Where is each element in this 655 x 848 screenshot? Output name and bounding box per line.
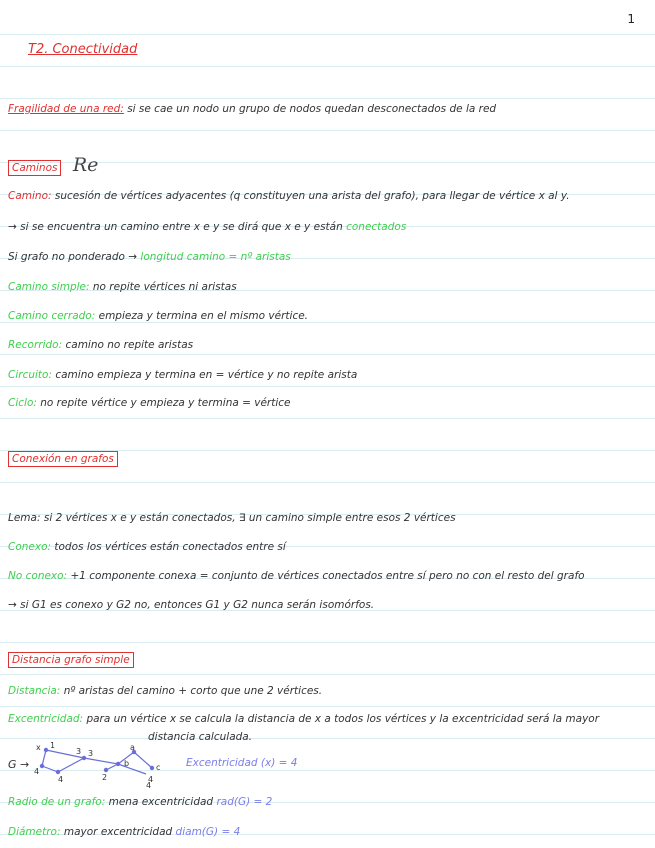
ciclo-text: no repite vértice y empieza y termina = vértice — [40, 397, 291, 409]
no-conexo-line — [8, 570, 585, 582]
fragilidad-text: si se cae un nodo un grupo de nodos quedan desconectados de la red — [127, 103, 497, 115]
cerrado-text: empieza y termina en el mismo vértice. — [98, 310, 309, 322]
distance-label: 2 — [102, 773, 108, 782]
distance-label: 4 — [146, 781, 152, 790]
conexo-text: todos los vértices están conectados entre sí — [54, 541, 286, 553]
distancia-header: Distancia grafo simple — [8, 652, 134, 668]
fragilidad-line — [8, 103, 496, 115]
camino-line — [8, 190, 570, 202]
diametro-label: Diámetro: — [8, 826, 61, 838]
excentricidad-line-2: distancia calculada. — [148, 731, 253, 743]
graph-edge — [58, 758, 84, 772]
distance-label: 3 — [76, 747, 82, 756]
node-label-a: a — [130, 743, 135, 752]
lema-line: Lema: si 2 vértices x e y están conectados, ∃ un camino simple entre esos 2 vértices — [8, 512, 456, 524]
distance-label: 1 — [50, 742, 56, 750]
caminos-header-line — [8, 154, 98, 176]
radio-line — [8, 796, 272, 808]
distancia-text: nº aristas del camino + corto que une 2 vértices. — [63, 685, 323, 697]
ciclo-label: Ciclo: — [8, 397, 37, 409]
graph-edge — [42, 750, 46, 766]
cerrado-label: Camino cerrado: — [8, 310, 96, 322]
circuito-line — [8, 369, 357, 381]
simple-text: no repite vértices ni aristas — [92, 281, 237, 293]
graph-edge — [134, 752, 152, 768]
circuito-label: Circuito: — [8, 369, 52, 381]
graph-node — [44, 748, 48, 752]
no-conexo-text: +1 componente conexa = conjunto de vértices conectados entre sí pero no con el resto del grafo — [70, 570, 585, 582]
re-note: Re — [72, 154, 99, 176]
graph-node — [104, 768, 108, 772]
page-title: T2. Conectividad — [28, 42, 138, 57]
distance-label: 4 — [58, 775, 64, 784]
graph-edge — [42, 766, 58, 772]
recorrido-text: camino no repite aristas — [65, 339, 194, 351]
camino-text: sucesión de vértices adyacentes (q constituyen una arista del grafo), para llegar de vértice x al y. — [54, 190, 570, 202]
conexo-line — [8, 541, 286, 553]
distancia-label: Distancia: — [8, 685, 61, 697]
conectados-line — [8, 221, 406, 233]
page-number: 1 — [627, 12, 635, 26]
camino-label: Camino: — [8, 190, 52, 202]
excentricidad-text: para un vértice x se calcula la distancia de x a todos los vértices y la excentricidad será la mayor — [86, 713, 600, 725]
graph-g-label: G → — [8, 758, 30, 771]
diametro-line — [8, 826, 240, 838]
graph-node — [40, 764, 44, 768]
distancia-header-line — [8, 654, 134, 666]
conexion-header-line — [8, 453, 118, 465]
radio-text: mena excentricidad — [108, 796, 214, 808]
cerrado-line — [8, 310, 308, 322]
radio-label: Radio de un grafo: — [8, 796, 106, 808]
ciclo-line — [8, 397, 291, 409]
graph-node — [82, 756, 86, 760]
graph-node — [150, 766, 154, 770]
ponderado-highlight: longitud camino = nº aristas — [140, 251, 291, 263]
excentricidad-annotation: Excentricidad (x) = 4 — [186, 757, 298, 769]
distance-label: 4 — [148, 775, 154, 784]
diametro-formula: diam(G) = 4 — [175, 826, 241, 838]
recorrido-label: Recorrido: — [8, 339, 63, 351]
graph-edge — [84, 758, 118, 764]
graph-edge — [118, 764, 146, 774]
radio-formula: rad(G) = 2 — [216, 796, 273, 808]
recorrido-line — [8, 339, 193, 351]
graph-node — [56, 770, 60, 774]
graph-node — [116, 762, 120, 766]
excentricidad-label: Excentricidad: — [8, 713, 84, 725]
conexion-header: Conexión en grafos — [8, 451, 118, 467]
caminos-header: Caminos — [8, 160, 61, 176]
circuito-text: camino empieza y termina en = vértice y no repite arista — [55, 369, 358, 381]
isomorfo-line: → si G1 es conexo y G2 no, entonces G1 y G2 nunca serán isomórfos. — [8, 599, 375, 611]
diametro-text: mayor excentricidad — [63, 826, 173, 838]
graph-labels — [34, 742, 160, 790]
conectados-text: → si se encuentra un camino entre x e y se dirá que x e y están — [8, 221, 343, 233]
conexo-label: Conexo: — [8, 541, 52, 553]
fragilidad-label: Fragilidad de una red: — [8, 103, 124, 115]
distance-label: 3 — [88, 749, 94, 758]
distance-label: 4 — [34, 767, 40, 776]
conectados-highlight: conectados — [346, 221, 407, 233]
node-label-x: x — [36, 743, 41, 752]
node-label-c: c — [156, 763, 161, 772]
distancia-line — [8, 685, 322, 697]
ponderado-text: Si grafo no ponderado → — [8, 251, 138, 263]
simple-line — [8, 281, 237, 293]
no-conexo-label: No conexo: — [8, 570, 68, 582]
excentricidad-line — [8, 713, 599, 725]
node-label-b: b — [124, 759, 130, 768]
ponderado-line — [8, 251, 291, 263]
simple-label: Camino simple: — [8, 281, 90, 293]
